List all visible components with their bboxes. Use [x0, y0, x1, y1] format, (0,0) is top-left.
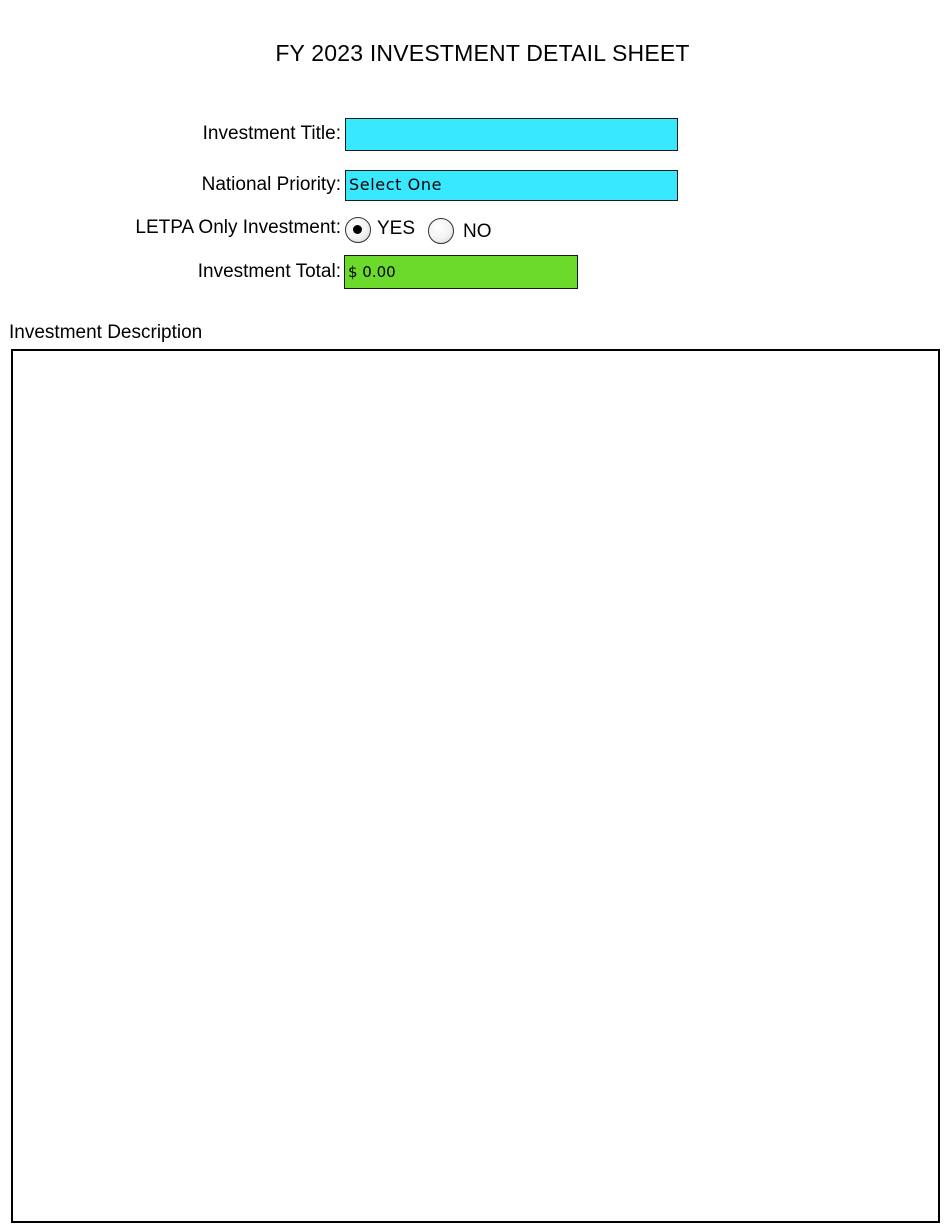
investment-total-input[interactable]: $ 0.00: [344, 255, 578, 289]
page-title: FY 2023 INVESTMENT DETAIL SHEET: [275, 40, 690, 66]
letpa-only-label: LETPA Only Investment:: [135, 217, 341, 238]
investment-title-label: Investment Title:: [202, 123, 341, 144]
radio-selected-dot: [353, 225, 362, 234]
investment-description-textarea[interactable]: [11, 349, 940, 1223]
investment-title-input[interactable]: [345, 118, 678, 151]
letpa-yes-label[interactable]: YES: [377, 218, 416, 239]
national-priority-label: National Priority:: [201, 174, 341, 195]
investment-description-label: Investment Description: [9, 322, 203, 343]
letpa-no-label[interactable]: NO: [463, 221, 492, 242]
national-priority-select[interactable]: Select One: [345, 170, 678, 201]
letpa-no-radio[interactable]: [428, 218, 454, 244]
letpa-yes-radio[interactable]: [345, 217, 371, 243]
investment-total-label: Investment Total:: [197, 261, 341, 282]
